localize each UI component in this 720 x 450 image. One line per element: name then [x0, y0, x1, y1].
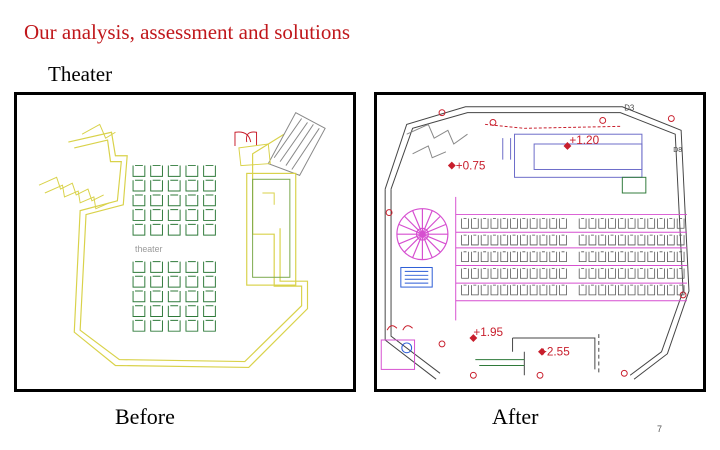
before-stage [239, 144, 296, 285]
slide-subtitle: Theater [48, 62, 113, 86]
seat [133, 291, 145, 302]
seat [471, 285, 478, 295]
seat [511, 235, 518, 245]
seat [511, 285, 518, 295]
seat [168, 306, 180, 317]
seat [530, 252, 537, 262]
seat [520, 252, 527, 262]
seat [579, 268, 586, 278]
seat [589, 235, 596, 245]
seat [511, 218, 518, 228]
seat [658, 285, 665, 295]
seat [599, 235, 606, 245]
seat [589, 252, 596, 262]
seat [151, 195, 163, 206]
before-room-label: theater [135, 243, 163, 254]
seat [168, 262, 180, 273]
seat [618, 252, 625, 262]
seat [648, 218, 655, 228]
seat [471, 235, 478, 245]
elevation-label-1: +1.20 [569, 134, 600, 147]
seat [648, 235, 655, 245]
elevation-marker-1 [564, 134, 600, 150]
after-control-room [401, 267, 432, 287]
seat [462, 218, 469, 228]
seat [550, 285, 557, 295]
seat [133, 306, 145, 317]
seat [133, 276, 145, 287]
seat [579, 252, 586, 262]
seat [511, 268, 518, 278]
seat [530, 268, 537, 278]
seat [618, 285, 625, 295]
seat [520, 268, 527, 278]
seat [186, 306, 198, 317]
seat [186, 276, 198, 287]
seat [204, 224, 216, 235]
before-stair-right [268, 113, 325, 176]
seat [481, 235, 488, 245]
seat [560, 218, 567, 228]
seat [501, 252, 508, 262]
seat [628, 252, 635, 262]
elevation-label-4: +2.55 [540, 345, 570, 359]
seat [186, 166, 198, 177]
seat [550, 235, 557, 245]
seat [579, 285, 586, 295]
seat [520, 218, 527, 228]
seat [540, 235, 547, 245]
page-number: 7 [657, 424, 663, 434]
seat [491, 268, 498, 278]
seat [151, 224, 163, 235]
seat [667, 268, 674, 278]
seat [618, 218, 625, 228]
seat [579, 235, 586, 245]
seat [462, 235, 469, 245]
seat [638, 218, 645, 228]
seat [667, 285, 674, 295]
seat [540, 285, 547, 295]
seat [677, 268, 684, 278]
seat [501, 235, 508, 245]
seat [204, 320, 216, 331]
seat [530, 235, 537, 245]
seat [599, 252, 606, 262]
seat [560, 235, 567, 245]
seat [471, 218, 478, 228]
seat [609, 218, 616, 228]
seat [133, 195, 145, 206]
seat [658, 235, 665, 245]
before-door-arcs [235, 132, 257, 146]
after-entry [475, 334, 598, 375]
after-stage-steps [622, 177, 646, 193]
seat [589, 218, 596, 228]
after-left-stair [407, 124, 468, 157]
seat [609, 252, 616, 262]
seat [658, 218, 665, 228]
elevation-marker-2 [448, 159, 486, 172]
before-outline [68, 132, 307, 367]
seat [579, 218, 586, 228]
seat [491, 285, 498, 295]
seat [658, 252, 665, 262]
after-side-tag: D8 [673, 146, 683, 154]
seat [618, 268, 625, 278]
seat [186, 180, 198, 191]
elevation-marker-3 [469, 326, 503, 342]
seat [481, 252, 488, 262]
seat [501, 285, 508, 295]
seat [186, 224, 198, 235]
seat [186, 320, 198, 331]
seat [530, 285, 537, 295]
seat [589, 285, 596, 295]
seat [520, 235, 527, 245]
seat [151, 276, 163, 287]
elevation-label-3: +1.95 [473, 326, 504, 340]
before-caption: Before [115, 404, 175, 429]
seat [638, 285, 645, 295]
seat [204, 195, 216, 206]
seat [151, 166, 163, 177]
elevation-marker-4 [538, 346, 570, 359]
after-plan-drawing [377, 95, 703, 389]
seat [204, 180, 216, 191]
seat [186, 291, 198, 302]
seat [168, 320, 180, 331]
seat [204, 291, 216, 302]
seat [530, 218, 537, 228]
seat [560, 268, 567, 278]
seat [151, 306, 163, 317]
seat [462, 252, 469, 262]
seat [667, 252, 674, 262]
before-floor-plan [14, 92, 356, 392]
seat [168, 180, 180, 191]
seat [186, 210, 198, 221]
after-caption: After [492, 404, 539, 429]
seat [204, 276, 216, 287]
seat [677, 218, 684, 228]
seat [560, 252, 567, 262]
seat [204, 210, 216, 221]
before-plan-drawing [17, 95, 353, 389]
seat [133, 262, 145, 273]
elevation-label-2: +0.75 [455, 159, 486, 173]
seat [168, 224, 180, 235]
seat [151, 291, 163, 302]
seat [481, 285, 488, 295]
seat [638, 235, 645, 245]
seat [628, 235, 635, 245]
seat [168, 210, 180, 221]
seat [550, 268, 557, 278]
seat [186, 195, 198, 206]
seat [133, 224, 145, 235]
seat [481, 218, 488, 228]
seat [540, 252, 547, 262]
seat [589, 268, 596, 278]
seat [638, 268, 645, 278]
seat [511, 252, 518, 262]
slide-title: Our analysis, assessment and solutions [24, 20, 351, 44]
seat [204, 262, 216, 273]
seat [151, 320, 163, 331]
seat [599, 218, 606, 228]
seat [599, 285, 606, 295]
seat [560, 285, 567, 295]
seat [204, 306, 216, 317]
seat [204, 166, 216, 177]
seat [168, 291, 180, 302]
seat [168, 166, 180, 177]
seat [540, 268, 547, 278]
seat [151, 210, 163, 221]
seat [628, 218, 635, 228]
seat [462, 285, 469, 295]
seat [648, 252, 655, 262]
seat [462, 268, 469, 278]
seat [667, 235, 674, 245]
seat [491, 235, 498, 245]
seat [628, 285, 635, 295]
seat [609, 285, 616, 295]
seat [501, 268, 508, 278]
seat [133, 180, 145, 191]
seat [168, 195, 180, 206]
seat [151, 180, 163, 191]
after-spiral-stair [397, 209, 448, 260]
seat [628, 268, 635, 278]
after-elevation-markers [448, 134, 600, 359]
after-lower-room [381, 326, 414, 370]
seat [481, 268, 488, 278]
seat [550, 218, 557, 228]
seat [133, 320, 145, 331]
seat [609, 235, 616, 245]
seat [618, 235, 625, 245]
after-row-guides [456, 197, 687, 320]
seat [471, 252, 478, 262]
seat [491, 252, 498, 262]
seat [501, 218, 508, 228]
seat [520, 285, 527, 295]
after-room-tag: D3 [624, 103, 635, 113]
seat [540, 218, 547, 228]
seat [599, 268, 606, 278]
after-floor-plan [374, 92, 706, 392]
seat [677, 252, 684, 262]
seat [133, 166, 145, 177]
before-stair-left [39, 124, 115, 208]
seat [168, 276, 180, 287]
seat [471, 268, 478, 278]
seat [658, 268, 665, 278]
seat [550, 252, 557, 262]
seat [638, 252, 645, 262]
seat [648, 268, 655, 278]
seat [133, 210, 145, 221]
seat [151, 262, 163, 273]
seat [667, 218, 674, 228]
before-seating-upper [133, 166, 215, 236]
before-seating-lower [133, 262, 215, 332]
seat [491, 218, 498, 228]
seat [186, 262, 198, 273]
seat [609, 268, 616, 278]
seat [648, 285, 655, 295]
